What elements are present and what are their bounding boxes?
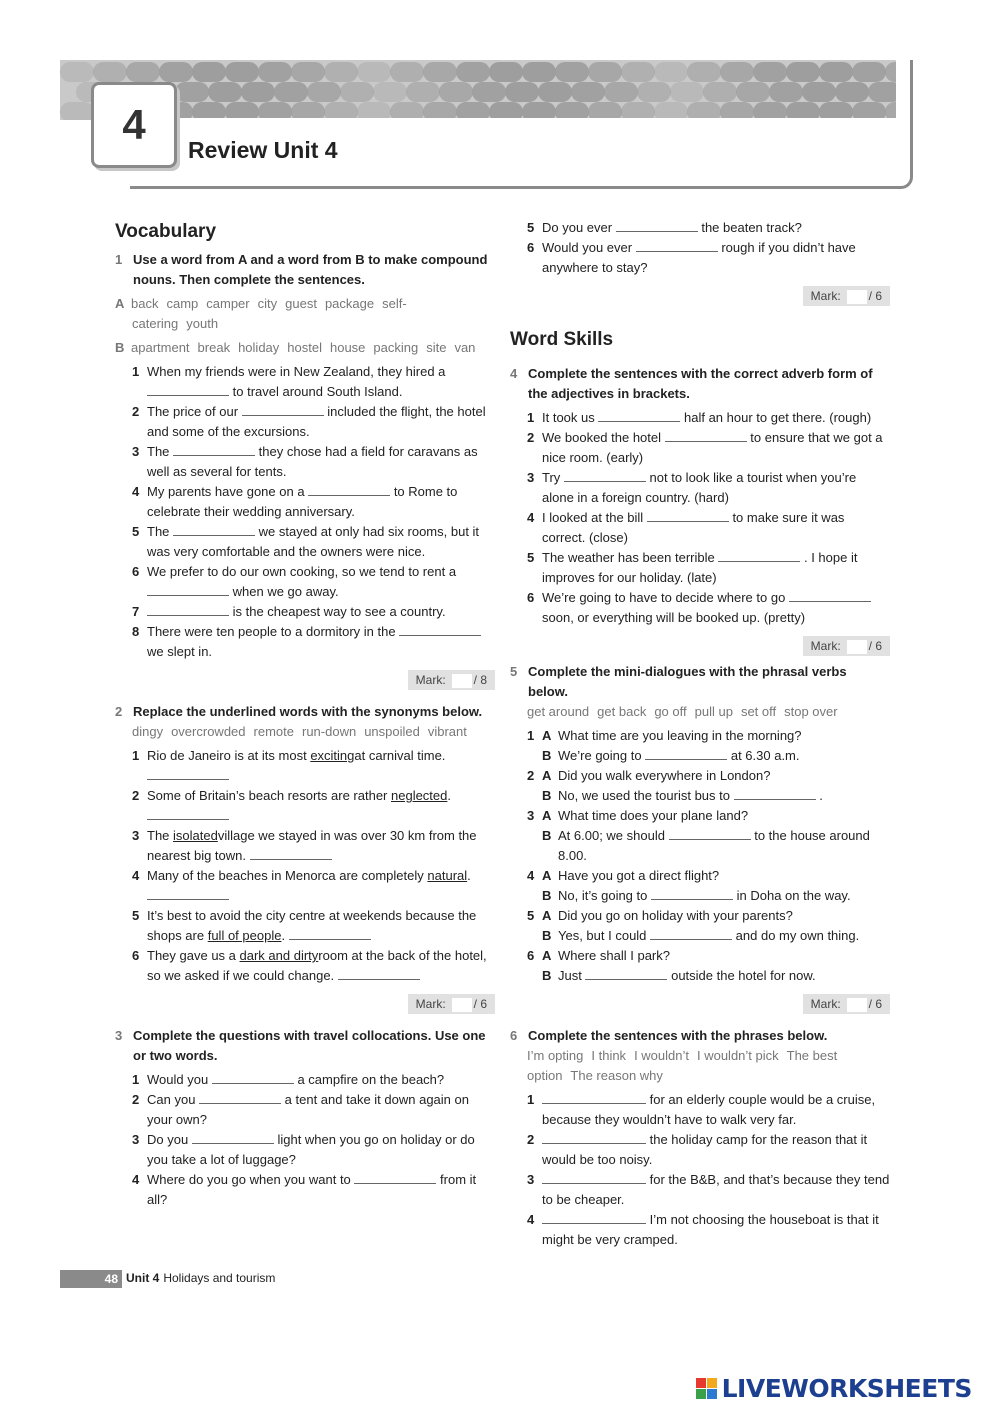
exercise-item (115, 622, 495, 662)
item-number: 1 (132, 1072, 140, 1087)
item-text: We booked the hotel (542, 430, 662, 445)
unit-header (60, 60, 912, 190)
dialogue-text: What time does your plane land? (558, 808, 749, 823)
exercise-item (115, 402, 495, 442)
exercise-item (510, 238, 890, 278)
item-number: 4 (527, 1212, 535, 1227)
mark-box: Mark: / 6 (510, 286, 890, 308)
item-text: we stayed at only had six rooms, but it was very comfortable and the owners were nice. (147, 524, 480, 559)
mark-input[interactable] (847, 640, 867, 654)
dialogue-line-b (510, 886, 890, 906)
answer-blank[interactable] (192, 1130, 274, 1144)
answer-blank[interactable] (651, 886, 733, 900)
item-text: a tent and take it down again on your own? (147, 1092, 469, 1127)
answer-blank[interactable] (542, 1170, 646, 1184)
dialogue-text: Did you walk everywhere in London? (558, 768, 771, 783)
item-number: 2 (132, 788, 140, 803)
item-number: 5 (527, 908, 535, 923)
word-bank-item: I’m opting (527, 1048, 584, 1063)
pattern-dot (60, 62, 94, 82)
item-number: 4 (132, 1172, 140, 1187)
exercise-item (510, 1210, 890, 1250)
exercise-1-items (115, 362, 495, 662)
item-text: not to look like a tourist when you’re alone in a foreign country. (hard) (542, 470, 857, 505)
exercise-item (115, 746, 495, 786)
word-bank-item: hostel (287, 340, 322, 355)
word-bank-item: packing (373, 340, 419, 355)
dialogue-line-b (510, 786, 890, 806)
exercise-item (115, 1170, 495, 1210)
item-number: 5 (132, 524, 140, 539)
item-text: room at the back of the hotel, so we asked if we could change. (147, 948, 487, 983)
section-heading-word-skills: Word Skills (510, 329, 614, 350)
word-bank-item: guest (285, 296, 317, 311)
dialogue-text: Where shall I park? (558, 948, 670, 963)
item-text: The (147, 524, 170, 539)
item-text: Do you (147, 1132, 189, 1147)
exercise-item (510, 428, 890, 468)
liveworksheets-logo (696, 1374, 972, 1410)
item-number: 3 (132, 828, 140, 843)
item-text: There were ten people to a dormitory in the (147, 624, 396, 639)
mark-box: Mark: / 6 (115, 994, 495, 1016)
speaker-b: B (542, 888, 552, 903)
dialogue-text: No, we used the tourist bus to (558, 788, 730, 803)
item-number: 6 (132, 564, 140, 579)
answer-blank[interactable] (308, 482, 390, 496)
exercise-4-items (510, 408, 890, 628)
dialogue-line-a (510, 766, 890, 786)
speaker-b: B (542, 968, 552, 983)
item-text: Try (542, 470, 561, 485)
word-bank-item: house (329, 340, 366, 355)
word-bank-item: I think (591, 1048, 627, 1063)
answer-blank[interactable] (598, 408, 680, 422)
item-text: Do you ever (542, 220, 613, 235)
word-bank-item: back (131, 296, 159, 311)
item-text: a campfire on the beach? (297, 1072, 445, 1087)
answer-blank[interactable] (173, 442, 255, 456)
exercise-item (510, 468, 890, 508)
word-bank-item: unspoiled (364, 724, 420, 739)
item-text: When my friends were in New Zealand, they hired a (147, 364, 446, 379)
item-number: 1 (132, 748, 140, 763)
item-number: 1 (527, 1092, 535, 1107)
answer-blank[interactable] (650, 926, 732, 940)
dialogue-line-b (510, 966, 890, 986)
answer-blank[interactable] (669, 826, 751, 840)
exercise-4-instruction: 4 Complete the sentences with the correct adverb form of the adjectives in brackets. (510, 366, 873, 401)
item-text: I’m not choosing the houseboat is that it might be very cramped. (542, 1212, 879, 1247)
exercise-number: 6 (510, 1028, 518, 1043)
dialogue-line-a (510, 726, 890, 746)
exercise-3-items (115, 1070, 495, 1210)
item-text: . (467, 868, 471, 883)
answer-blank[interactable] (789, 588, 871, 602)
speaker-a: A (542, 908, 552, 923)
word-bank-item: go off (654, 704, 687, 719)
exercise-item (510, 1090, 890, 1130)
item-number: 5 (132, 908, 140, 923)
answer-blank[interactable] (147, 766, 229, 780)
item-text: included the flight, the hotel and some of the excursions. (147, 404, 486, 439)
answer-blank[interactable] (399, 622, 481, 636)
answer-blank[interactable] (542, 1090, 646, 1104)
dialogue-line-a (510, 866, 890, 886)
answer-blank[interactable] (636, 238, 718, 252)
mark-box: Mark: / 8 (115, 670, 495, 692)
item-number: 6 (527, 240, 535, 255)
dialogue-line-a (510, 946, 890, 966)
word-bank-item: I wouldn’t (634, 1048, 689, 1063)
exercise-item (115, 1130, 495, 1170)
word-bank-item: get back (597, 704, 647, 719)
item-text: Rio de Janeiro is at its most (147, 748, 307, 763)
right-column (510, 218, 890, 1250)
exercise-item (115, 482, 495, 522)
item-text: when we go away. (232, 584, 339, 599)
mark-input[interactable] (452, 674, 472, 688)
word-bank-item: pull up (694, 704, 733, 719)
dialogue-text: to the house around 8.00. (558, 828, 870, 863)
exercise-3-instruction: 3 Complete the questions with travel collocations. Use one or two words. (115, 1028, 486, 1063)
answer-blank[interactable] (147, 806, 229, 820)
speaker-b: B (542, 828, 552, 843)
item-number: 6 (527, 590, 535, 605)
exercise-item (510, 218, 890, 238)
item-number: 3 (527, 1172, 535, 1187)
exercise-item (510, 508, 890, 548)
left-column (115, 218, 495, 1210)
item-number: 4 (132, 484, 140, 499)
answer-blank[interactable] (647, 508, 729, 522)
dialogue-text: Just (558, 968, 582, 983)
exercise-6-items (510, 1090, 890, 1250)
exercise-number: 4 (510, 366, 518, 381)
item-text: to ensure that we got a nice room. (early) (542, 430, 883, 465)
answer-blank[interactable] (564, 468, 646, 482)
speaker-a: A (542, 868, 552, 883)
word-bank-item: break (197, 340, 231, 355)
item-text: Would you ever (542, 240, 633, 255)
dialogue-text: Did you go on holiday with your parents? (558, 908, 793, 923)
item-text: . (281, 928, 286, 943)
word-bank-item: overcrowded (171, 724, 246, 739)
item-number: 3 (132, 1132, 140, 1147)
item-number: 2 (527, 768, 535, 783)
dialogue-text: At 6.00; we should (558, 828, 665, 843)
item-number: 2 (527, 430, 535, 445)
word-bank-item: set off (740, 704, 777, 719)
item-number: 3 (527, 808, 535, 823)
item-text: We’re going to have to decide where to go (542, 590, 786, 605)
item-text: rough if you didn’t have anywhere to stay? (542, 240, 856, 275)
item-number: 6 (527, 948, 535, 963)
exercise-item (510, 588, 890, 628)
item-text: We prefer to do our own cooking, so we tend to rent a (147, 564, 457, 579)
item-text: . (447, 788, 452, 803)
item-text: half an hour to get there. (rough) (684, 410, 872, 425)
page-footer (60, 1268, 275, 1288)
item-text: The weather has been terrible (542, 550, 715, 565)
dialogue-line-b (510, 926, 890, 946)
exercise-1-instruction: 1 Use a word from A and a word from B to make compound nouns. Then complete the sentences. (115, 252, 488, 287)
answer-blank[interactable] (289, 926, 371, 940)
exercise-item (115, 442, 495, 482)
word-bank-item: remote (253, 724, 294, 739)
header-frame (130, 60, 913, 189)
underlined-word: exciting (310, 748, 355, 763)
exercise-2-items (115, 746, 495, 986)
underlined-word: full of people (207, 928, 282, 943)
section-heading-vocabulary: Vocabulary (115, 221, 217, 242)
answer-blank[interactable] (542, 1130, 646, 1144)
speaker-b: B (542, 748, 552, 763)
underlined-word: dark and dirty (239, 948, 319, 963)
dialogue-text: We’re going to (558, 748, 642, 763)
dialogue-text: Yes, but I could (558, 928, 647, 943)
answer-blank[interactable] (542, 1210, 646, 1224)
exercise-2-instruction: 2 Replace the underlined words with the synonyms below. (115, 702, 495, 722)
speaker-a: A (542, 808, 552, 823)
pattern-dot (60, 102, 94, 120)
exercise-item (115, 362, 495, 402)
speaker-a: A (542, 948, 552, 963)
dialogue-text: outside the hotel for now. (671, 968, 816, 983)
mark-input[interactable] (847, 290, 867, 304)
word-bank-item: get around (527, 704, 590, 719)
word-bank-item: run-down (301, 724, 357, 739)
word-bank-phrasal-verbs (510, 702, 890, 722)
answer-blank[interactable] (212, 1070, 294, 1084)
item-text: . I hope it improves for our holiday. (late) (542, 550, 858, 585)
answer-blank[interactable] (147, 382, 229, 396)
answer-blank[interactable] (173, 522, 255, 536)
exercise-item (115, 1070, 495, 1090)
answer-blank[interactable] (338, 966, 420, 980)
mark-input[interactable] (452, 998, 472, 1012)
item-text: the holiday camp for the reason that it would be too noisy. (542, 1132, 868, 1167)
pattern-dot (93, 62, 127, 82)
liveworksheets-icon (696, 1378, 718, 1400)
answer-blank[interactable] (147, 582, 229, 596)
exercise-item (510, 1130, 890, 1170)
item-number: 5 (527, 550, 535, 565)
dialogue-text: . (819, 788, 823, 803)
exercise-item (115, 866, 495, 906)
exercise-item (115, 826, 495, 866)
brand-name: LIVEWORKSHEETS (721, 1374, 972, 1403)
word-bank-item: holiday (238, 340, 280, 355)
dialogue-line-a (510, 906, 890, 926)
answer-blank[interactable] (250, 846, 332, 860)
answer-blank[interactable] (199, 1090, 281, 1104)
answer-blank[interactable] (616, 218, 698, 232)
exercise-5-instruction: 5 Complete the mini-dialogues with the phrasal verbs below. (510, 664, 847, 699)
item-text: It took us (542, 410, 595, 425)
item-text: to make sure it was correct. (close) (542, 510, 845, 545)
item-number: 2 (527, 1132, 535, 1147)
item-text: I looked at the bill (542, 510, 644, 525)
word-bank-synonyms (115, 722, 495, 742)
item-number: 1 (527, 410, 535, 425)
word-bank-b: B apartment break holiday hostel house packing site van (115, 340, 476, 355)
page-title: Review Unit 4 (188, 137, 338, 163)
item-text: at carnival time. (354, 748, 446, 763)
underlined-word: isolated (173, 828, 218, 843)
word-bank-item: The best option (527, 1048, 838, 1083)
exercise-item (115, 906, 495, 946)
item-number: 3 (132, 444, 140, 459)
word-bank-item: dingy (132, 724, 164, 739)
mark-input[interactable] (847, 998, 867, 1012)
word-bank-item: I wouldn’t pick (696, 1048, 779, 1063)
word-bank-item: apartment (131, 340, 190, 355)
word-bank-a: A back camp camper city guest package self-catering youth (115, 296, 407, 331)
exercise-3-items-continued (510, 218, 890, 278)
word-bank-item: vibrant (427, 724, 467, 739)
item-text: Some of Britain’s beach resorts are rather (147, 788, 388, 803)
word-bank-phrases (510, 1046, 890, 1086)
item-text: My parents have gone on a (147, 484, 305, 499)
item-text: Would you (147, 1072, 209, 1087)
item-text: The (147, 828, 170, 843)
speaker-a: A (542, 728, 552, 743)
word-bank-item: van (454, 340, 476, 355)
unit-number-box: 4 (91, 82, 177, 168)
item-number: 1 (132, 364, 140, 379)
exercise-item (115, 522, 495, 562)
item-text: They gave us a (147, 948, 236, 963)
word-bank-item: city (257, 296, 278, 311)
speaker-b: B (542, 928, 552, 943)
answer-blank[interactable] (734, 786, 816, 800)
item-text: The (147, 444, 170, 459)
answer-blank[interactable] (718, 548, 800, 562)
word-bank-item: camp (166, 296, 199, 311)
exercise-item (510, 1170, 890, 1210)
exercise-number: 1 (115, 252, 123, 267)
item-text: to travel around South Island. (232, 384, 403, 399)
item-text: soon, or everything will be booked up. (pretty) (542, 610, 806, 625)
exercise-item (115, 946, 495, 986)
item-number: 4 (132, 868, 140, 883)
dialogue-text: Have you got a direct flight? (558, 868, 720, 883)
exercise-5-dialogues (510, 726, 890, 986)
word-bank-item: self-catering (132, 296, 407, 331)
item-number: 1 (527, 728, 535, 743)
word-bank-item: package (324, 296, 375, 311)
item-text: It’s best to avoid the city centre at weekends because the shops are (147, 908, 477, 943)
answer-blank[interactable] (645, 746, 727, 760)
dialogue-line-b (510, 826, 890, 866)
answer-blank[interactable] (147, 886, 229, 900)
word-bank-item: The reason why (570, 1068, 663, 1083)
exercise-6-instruction: 6 Complete the sentences with the phrases below. (510, 1026, 890, 1046)
dialogue-line-b (510, 746, 890, 766)
exercise-item (115, 562, 495, 602)
item-number: 8 (132, 624, 140, 639)
exercise-number: 5 (510, 664, 518, 679)
footer-unit: Unit 4 (126, 1271, 160, 1285)
item-number: 4 (527, 868, 535, 883)
word-bank-item: camper (206, 296, 250, 311)
speaker-a: A (542, 768, 552, 783)
item-text: the beaten track? (701, 220, 802, 235)
word-bank-item: site (426, 340, 447, 355)
word-bank-item: stop over (784, 704, 838, 719)
exercise-item (115, 602, 495, 622)
dialogue-line-a (510, 806, 890, 826)
item-number: 2 (132, 404, 140, 419)
dialogue-text: at 6.30 a.m. (730, 748, 800, 763)
exercise-number: 2 (115, 704, 123, 719)
dialogue-text: and do my own thing. (735, 928, 860, 943)
item-text: for the B&B, and that’s because they tend to be cheaper. (542, 1172, 890, 1207)
exercise-number: 3 (115, 1028, 123, 1043)
item-number: 6 (132, 948, 140, 963)
page-number: 48 (60, 1270, 122, 1288)
item-text: is the cheapest way to see a country. (232, 604, 446, 619)
footer-topic: Holidays and tourism (163, 1271, 276, 1285)
item-number: 5 (527, 220, 535, 235)
mark-box: Mark: / 6 (510, 636, 890, 658)
word-bank-item: youth (186, 316, 219, 331)
item-text: light when you go on holiday or do you take a lot of luggage? (147, 1132, 475, 1167)
exercise-item (115, 1090, 495, 1130)
item-number: 3 (527, 470, 535, 485)
item-number: 7 (132, 604, 140, 619)
exercise-item (510, 408, 890, 428)
item-text: The price of our (147, 404, 239, 419)
item-text: for an elderly couple would be a cruise, because they wouldn’t have to walk very far. (542, 1092, 876, 1127)
dialogue-text: in Doha on the way. (736, 888, 851, 903)
exercise-item (115, 786, 495, 826)
speaker-b: B (542, 788, 552, 803)
answer-blank[interactable] (585, 966, 667, 980)
item-text: they chose had a field for caravans as well as several for tents. (147, 444, 478, 479)
item-text: Where do you go when you want to (147, 1172, 351, 1187)
item-text: from it all? (147, 1172, 477, 1207)
exercise-item (510, 548, 890, 588)
item-text: village we stayed in was over 30 km from the nearest big town. (147, 828, 477, 863)
answer-blank[interactable] (665, 428, 747, 442)
dialogue-text: No, it’s going to (558, 888, 648, 903)
underlined-word: neglected (391, 788, 448, 803)
item-text: Many of the beaches in Menorca are completely (147, 868, 424, 883)
item-text: we slept in. (147, 644, 213, 659)
item-text: Can you (147, 1092, 196, 1107)
item-number: 4 (527, 510, 535, 525)
mark-box: Mark: / 6 (510, 994, 890, 1016)
item-text: to Rome to celebrate their wedding anniversary. (147, 484, 458, 519)
answer-blank[interactable] (242, 402, 324, 416)
dialogue-text: What time are you leaving in the morning? (558, 728, 802, 743)
underlined-word: natural (427, 868, 468, 883)
answer-blank[interactable] (354, 1170, 436, 1184)
answer-blank[interactable] (147, 602, 229, 616)
item-number: 2 (132, 1092, 140, 1107)
